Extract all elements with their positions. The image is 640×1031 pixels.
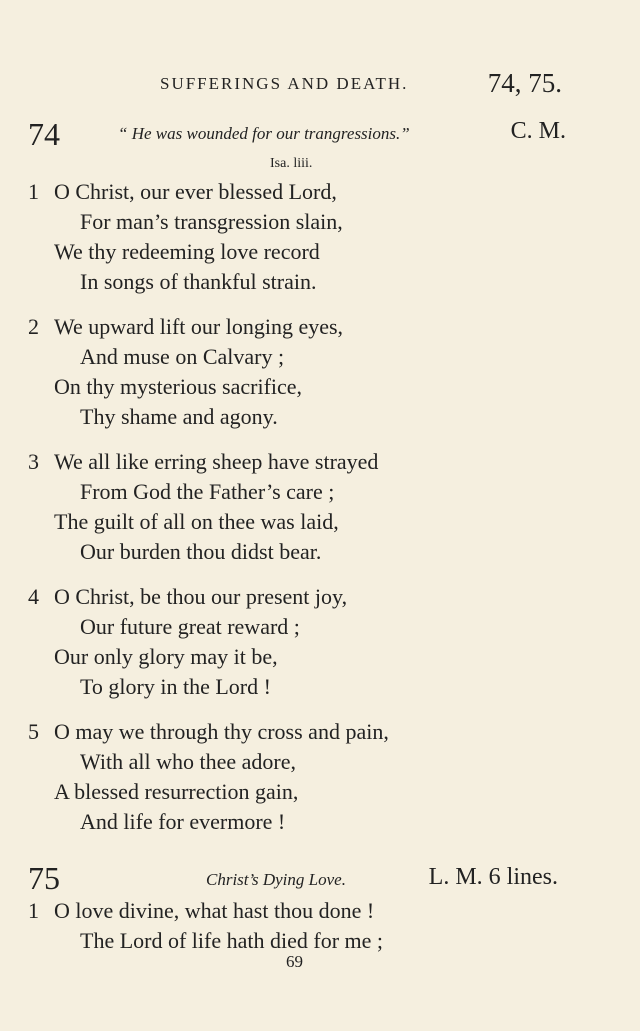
verse-line-3: The guilt of all on thee was laid, bbox=[54, 509, 339, 534]
stanza-line bbox=[0, 447, 640, 477]
verse-number: 4 bbox=[28, 584, 39, 609]
running-head-title: SUFFERINGS AND DEATH. bbox=[160, 74, 409, 93]
stanza-line bbox=[0, 372, 640, 402]
stanza-line bbox=[0, 896, 640, 926]
stanza-line bbox=[0, 402, 640, 432]
verse-line-3: We thy redeeming love record bbox=[54, 239, 320, 264]
verse-line-1: O Christ, be thou our present joy, bbox=[54, 584, 348, 609]
hymn-75-stanza-1 bbox=[0, 896, 640, 956]
verse-line-4: And life for evermore ! bbox=[80, 809, 286, 834]
verse-line-2: Our future great reward ; bbox=[80, 614, 300, 639]
hymn-74-stanza-4 bbox=[0, 582, 640, 702]
hymn-75-header bbox=[0, 860, 640, 900]
verse-number: 2 bbox=[28, 314, 39, 339]
stanza-line bbox=[0, 582, 640, 612]
hymn-75-title: Christ’s Dying Love. bbox=[206, 870, 346, 889]
hymn-74-epigraph: “ He was wounded for our trangressions.” bbox=[118, 124, 410, 143]
verse-line-1: We upward lift our longing eyes, bbox=[54, 314, 344, 339]
hymn-74-number: 74 bbox=[28, 116, 60, 152]
verse-number: 5 bbox=[28, 719, 39, 744]
hymn-74-header bbox=[0, 116, 640, 172]
stanza-line bbox=[0, 177, 640, 207]
verse-line-2: With all who thee adore, bbox=[80, 749, 296, 774]
stanza-line bbox=[0, 926, 640, 956]
stanza-line bbox=[0, 312, 640, 342]
stanza-line bbox=[0, 342, 640, 372]
hymn-74-stanza-1 bbox=[0, 177, 640, 297]
stanza-line bbox=[0, 477, 640, 507]
verse-line-4: Thy shame and agony. bbox=[80, 404, 278, 429]
stanza-line bbox=[0, 237, 640, 267]
verse-line-1: We all like erring sheep have strayed bbox=[54, 449, 379, 474]
hymn-74-scripture-reference: Isa. liii. bbox=[270, 156, 313, 171]
verse-line-3: A blessed resurrection gain, bbox=[54, 779, 299, 804]
verse-number: 3 bbox=[28, 449, 39, 474]
verse-line-2: For man’s transgression slain, bbox=[80, 209, 343, 234]
stanza-line bbox=[0, 267, 640, 297]
stanza-line bbox=[0, 207, 640, 237]
stanza-line bbox=[0, 777, 640, 807]
verse-line-2: From God the Father’s care ; bbox=[80, 479, 335, 504]
verse-line-1: O may we through thy cross and pain, bbox=[54, 719, 389, 744]
stanza-line bbox=[0, 612, 640, 642]
verse-line-4: In songs of thankful strain. bbox=[80, 269, 317, 294]
stanza-line bbox=[0, 717, 640, 747]
verse-number: 1 bbox=[28, 898, 39, 923]
page-number: 69 bbox=[286, 952, 303, 971]
stanza-line bbox=[0, 672, 640, 702]
hymn-74-stanza-5 bbox=[0, 717, 640, 837]
running-head bbox=[0, 68, 640, 104]
verse-line-4: To glory in the Lord ! bbox=[80, 674, 271, 699]
stanza-line bbox=[0, 807, 640, 837]
verse-line-1: O love divine, what hast thou done ! bbox=[54, 898, 375, 923]
hymn-74-meter: C. M. bbox=[510, 118, 566, 144]
verse-line-4: Our burden thou didst bear. bbox=[80, 539, 322, 564]
running-head-hymn-numbers: 74, 75. bbox=[487, 68, 562, 98]
verse-number: 1 bbox=[28, 179, 39, 204]
verse-line-2: The Lord of life hath died for me ; bbox=[80, 928, 384, 953]
stanza-line bbox=[0, 747, 640, 777]
verse-line-2: And muse on Calvary ; bbox=[80, 344, 285, 369]
verse-line-3: Our only glory may it be, bbox=[54, 644, 278, 669]
hymn-75-meter: L. M. 6 lines. bbox=[428, 864, 558, 890]
stanza-line bbox=[0, 507, 640, 537]
hymn-74-stanza-2 bbox=[0, 312, 640, 432]
verse-line-1: O Christ, our ever blessed Lord, bbox=[54, 179, 337, 204]
hymn-75-number: 75 bbox=[28, 860, 60, 896]
hymn-74-stanza-3 bbox=[0, 447, 640, 567]
stanza-line bbox=[0, 537, 640, 567]
verse-line-3: On thy mysterious sacrifice, bbox=[54, 374, 303, 399]
stanza-line bbox=[0, 642, 640, 672]
